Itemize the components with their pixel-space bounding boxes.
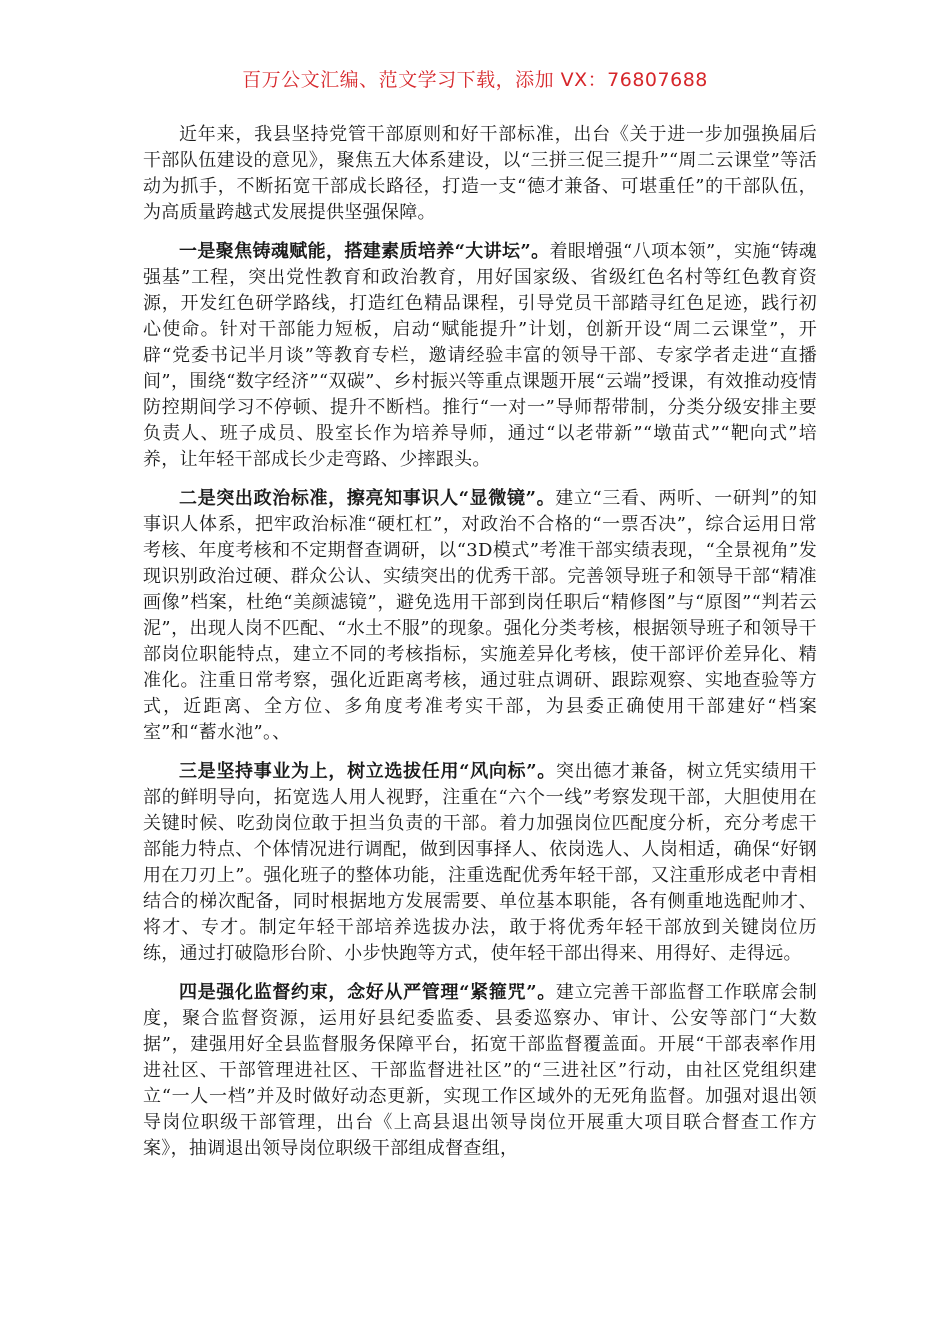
paragraph-body: 建立完善干部监督工作联席会制度，聚合监督资源，运用好县纪委监委、县委巡察办、审计、公安等部门“大数据”，建强用好全县监督服务保障平台，拓宽干部监督覆盖面。开展“干部表率作用进社区、干部管理进社区、干部监督进社区”的“三进社区”行动，由社区党组织建立“一人一档”并及时做好动态更新，实现工作区域外的无死角监督。加强对退出领导岗位职级干部管理，出台《上高县退出领导岗位开展重大项目联合督查工作方案》，抽调退出领导岗位职级干部组成督查组， — [143, 982, 817, 1159]
paragraph-body: 近年来，我县坚持党管干部原则和好干部标准，出台《关于进一步加强换届后干部队伍建设的意见》，聚焦五大体系建设，以“三拼三促三提升”“周二云课堂”等活动为抓手，不断拓宽干部成长路径，打造一支“德才兼备、可堪重任”的干部队伍，为高质量跨越式发展提供坚强保障。 — [143, 124, 817, 223]
document-body — [143, 122, 817, 1175]
section-paragraph-2 — [143, 486, 817, 746]
paragraph-lead: 二是突出政治标准，擦亮知事识人“显微镜”。 — [179, 488, 556, 509]
paragraph-body: 建立“三看、两听、一研判”的知事识人体系，把牢政治标准“硬杠杠”，对政治不合格的“一票否决”，综合运用日常考核、年度考核和不定期督查调研，以“3D模式”考准干部实绩表现，“全景视角”发现识别政治过硬、群众公认、实绩突出的优秀干部。完善领导班子和领导干部“精准画像”档案，杜绝“美颜滤镜”，避免选用干部到岗任职后“精修图”与“原图”“判若云泥”，出现人岗不匹配、“水土不服”的现象。强化分类考核，根据领导班子和领导干部岗位职能特点，建立不同的考核指标，实施差异化考核，使干部评价差异化、精准化。注重日常考察，强化近距离考核，通过驻点调研、跟踪观察、实地查验等方式，近距离、全方位、多角度考准考实干部，为县委正确使用干部建好“档案室”和“蓄水池”。、 — [143, 488, 817, 743]
paragraph-lead: 一是聚焦铸魂赋能，搭建素质培养“大讲坛”。 — [179, 241, 550, 262]
paragraph-body: 着眼增强“八项本领”，实施“铸魂强基”工程，突出党性教育和政治教育，用好国家级、省级红色名村等红色教育资源，开发红色研学路线，打造红色精品课程，引导党员干部踏寻红色足迹，践行初心使命。针对干部能力短板，启动“赋能提升”计划，创新开设“周二云课堂”，开辟“党委书记半月谈”等教育专栏，邀请经验丰富的领导干部、专家学者走进“直播间”，围绕“数字经济”“双碳”、乡村振兴等重点课题开展“云端”授课，有效推动疫情防控期间学习不停顿、提升不断档。推行“一对一”导师帮带制，分类分级安排主要负责人、班子成员、股室长作为培养导师，通过“以老带新”“墩苗式”“靶向式”培养，让年轻干部成长少走弯路、少摔跟头。 — [143, 241, 817, 470]
paragraph-lead: 四是强化监督约束，念好从严管理“紧箍咒”。 — [179, 982, 556, 1003]
intro-paragraph — [143, 122, 817, 226]
section-paragraph-1 — [143, 239, 817, 473]
paragraph-body: 突出德才兼备，树立凭实绩用干部的鲜明导向，拓宽选人用人视野，注重在“六个一线”考察发现干部，大胆使用在关键时候、吃劲岗位敢于担当负责的干部。着力加强岗位匹配度分析，充分考虑干部能力特点、个体情况进行调配，做到因事择人、依岗选人、人岗相适，确保“好钢用在刀刃上”。强化班子的整体功能，注重选配优秀年轻干部，又注重形成老中青相结合的梯次配备，同时根据地方发展需要、单位基本职能，各有侧重地选配帅才、将才、专才。制定年轻干部培养选拔办法，敢于将优秀年轻干部放到关键岗位历练，通过打破隐形台阶、小步快跑等方式，使年轻干部出得来、用得好、走得远。 — [143, 761, 817, 964]
section-paragraph-4 — [143, 980, 817, 1162]
paragraph-lead: 三是坚持事业为上，树立选拔任用“风向标”。 — [179, 761, 556, 782]
watermark-header: 百万公文汇编、范文学习下载，添加 VX：76807688 — [242, 69, 708, 91]
section-paragraph-3 — [143, 759, 817, 967]
